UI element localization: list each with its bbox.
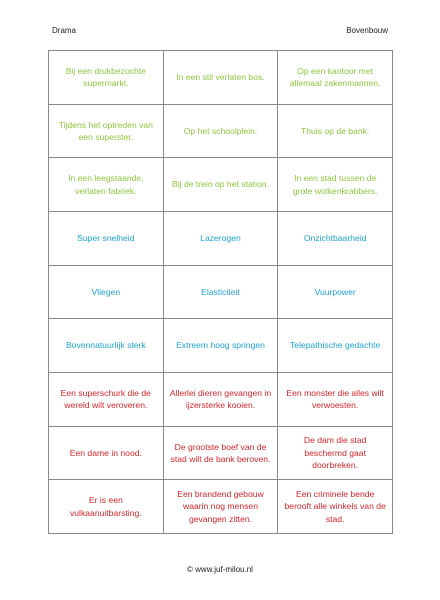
power-card: Vliegen <box>49 266 164 320</box>
problem-card: De dam die stad beschermd gaat doorbreken. <box>278 427 393 481</box>
problem-card: De grootste boef van de stad wilt de bank beroven. <box>164 427 279 481</box>
problem-card: Een dame in nood. <box>49 427 164 481</box>
power-card: Bovennatuurlijk sterk <box>49 319 164 373</box>
power-card: Vuurpower <box>278 266 393 320</box>
power-card: Telepathische gedachte <box>278 319 393 373</box>
power-card: Onzichtbaarheid <box>278 212 393 266</box>
setting-card: Bij een drukbezochte supermarkt. <box>49 51 164 105</box>
problem-card: Een monster die alles wilt verwoesten. <box>278 373 393 427</box>
setting-card: In een leegstaande, verlaten fabriek. <box>49 158 164 212</box>
problem-card: Er is een vulkaanuitbarsting. <box>49 480 164 534</box>
copyright-footer: © www.juf-milou.nl <box>187 565 253 574</box>
power-card: Lazerogen <box>164 212 279 266</box>
subject-label: Drama <box>52 26 77 35</box>
setting-card: In een stad tussen de grote wolkenkrabbers. <box>278 158 393 212</box>
setting-card: Op een kantoor met allemaal zakenmannen. <box>278 51 393 105</box>
setting-card: Tijdens het optreden van een superster. <box>49 105 164 159</box>
problem-card: Allerlei dieren gevangen in ijzersterke kooien. <box>164 373 279 427</box>
problem-card: Een brandend gebouw waarin nog mensen gevangen zitten. <box>164 480 279 534</box>
setting-card: Thuis op de bank. <box>278 105 393 159</box>
problem-card: Een criminele bende berooft alle winkels van de stad. <box>278 480 393 534</box>
card-grid <box>48 50 393 534</box>
setting-card: In een stil verlaten bos. <box>164 51 279 105</box>
power-card: Elasticiteit <box>164 266 279 320</box>
power-card: Super snelheid <box>49 212 164 266</box>
power-card: Extreem hoog springen <box>164 319 279 373</box>
level-label: Bovenbouw <box>346 26 388 35</box>
problem-card: Een superschurk die de wereld wilt veroveren. <box>49 373 164 427</box>
setting-card: Bij de trein op het station. <box>164 158 279 212</box>
setting-card: Op het schoolplein. <box>164 105 279 159</box>
